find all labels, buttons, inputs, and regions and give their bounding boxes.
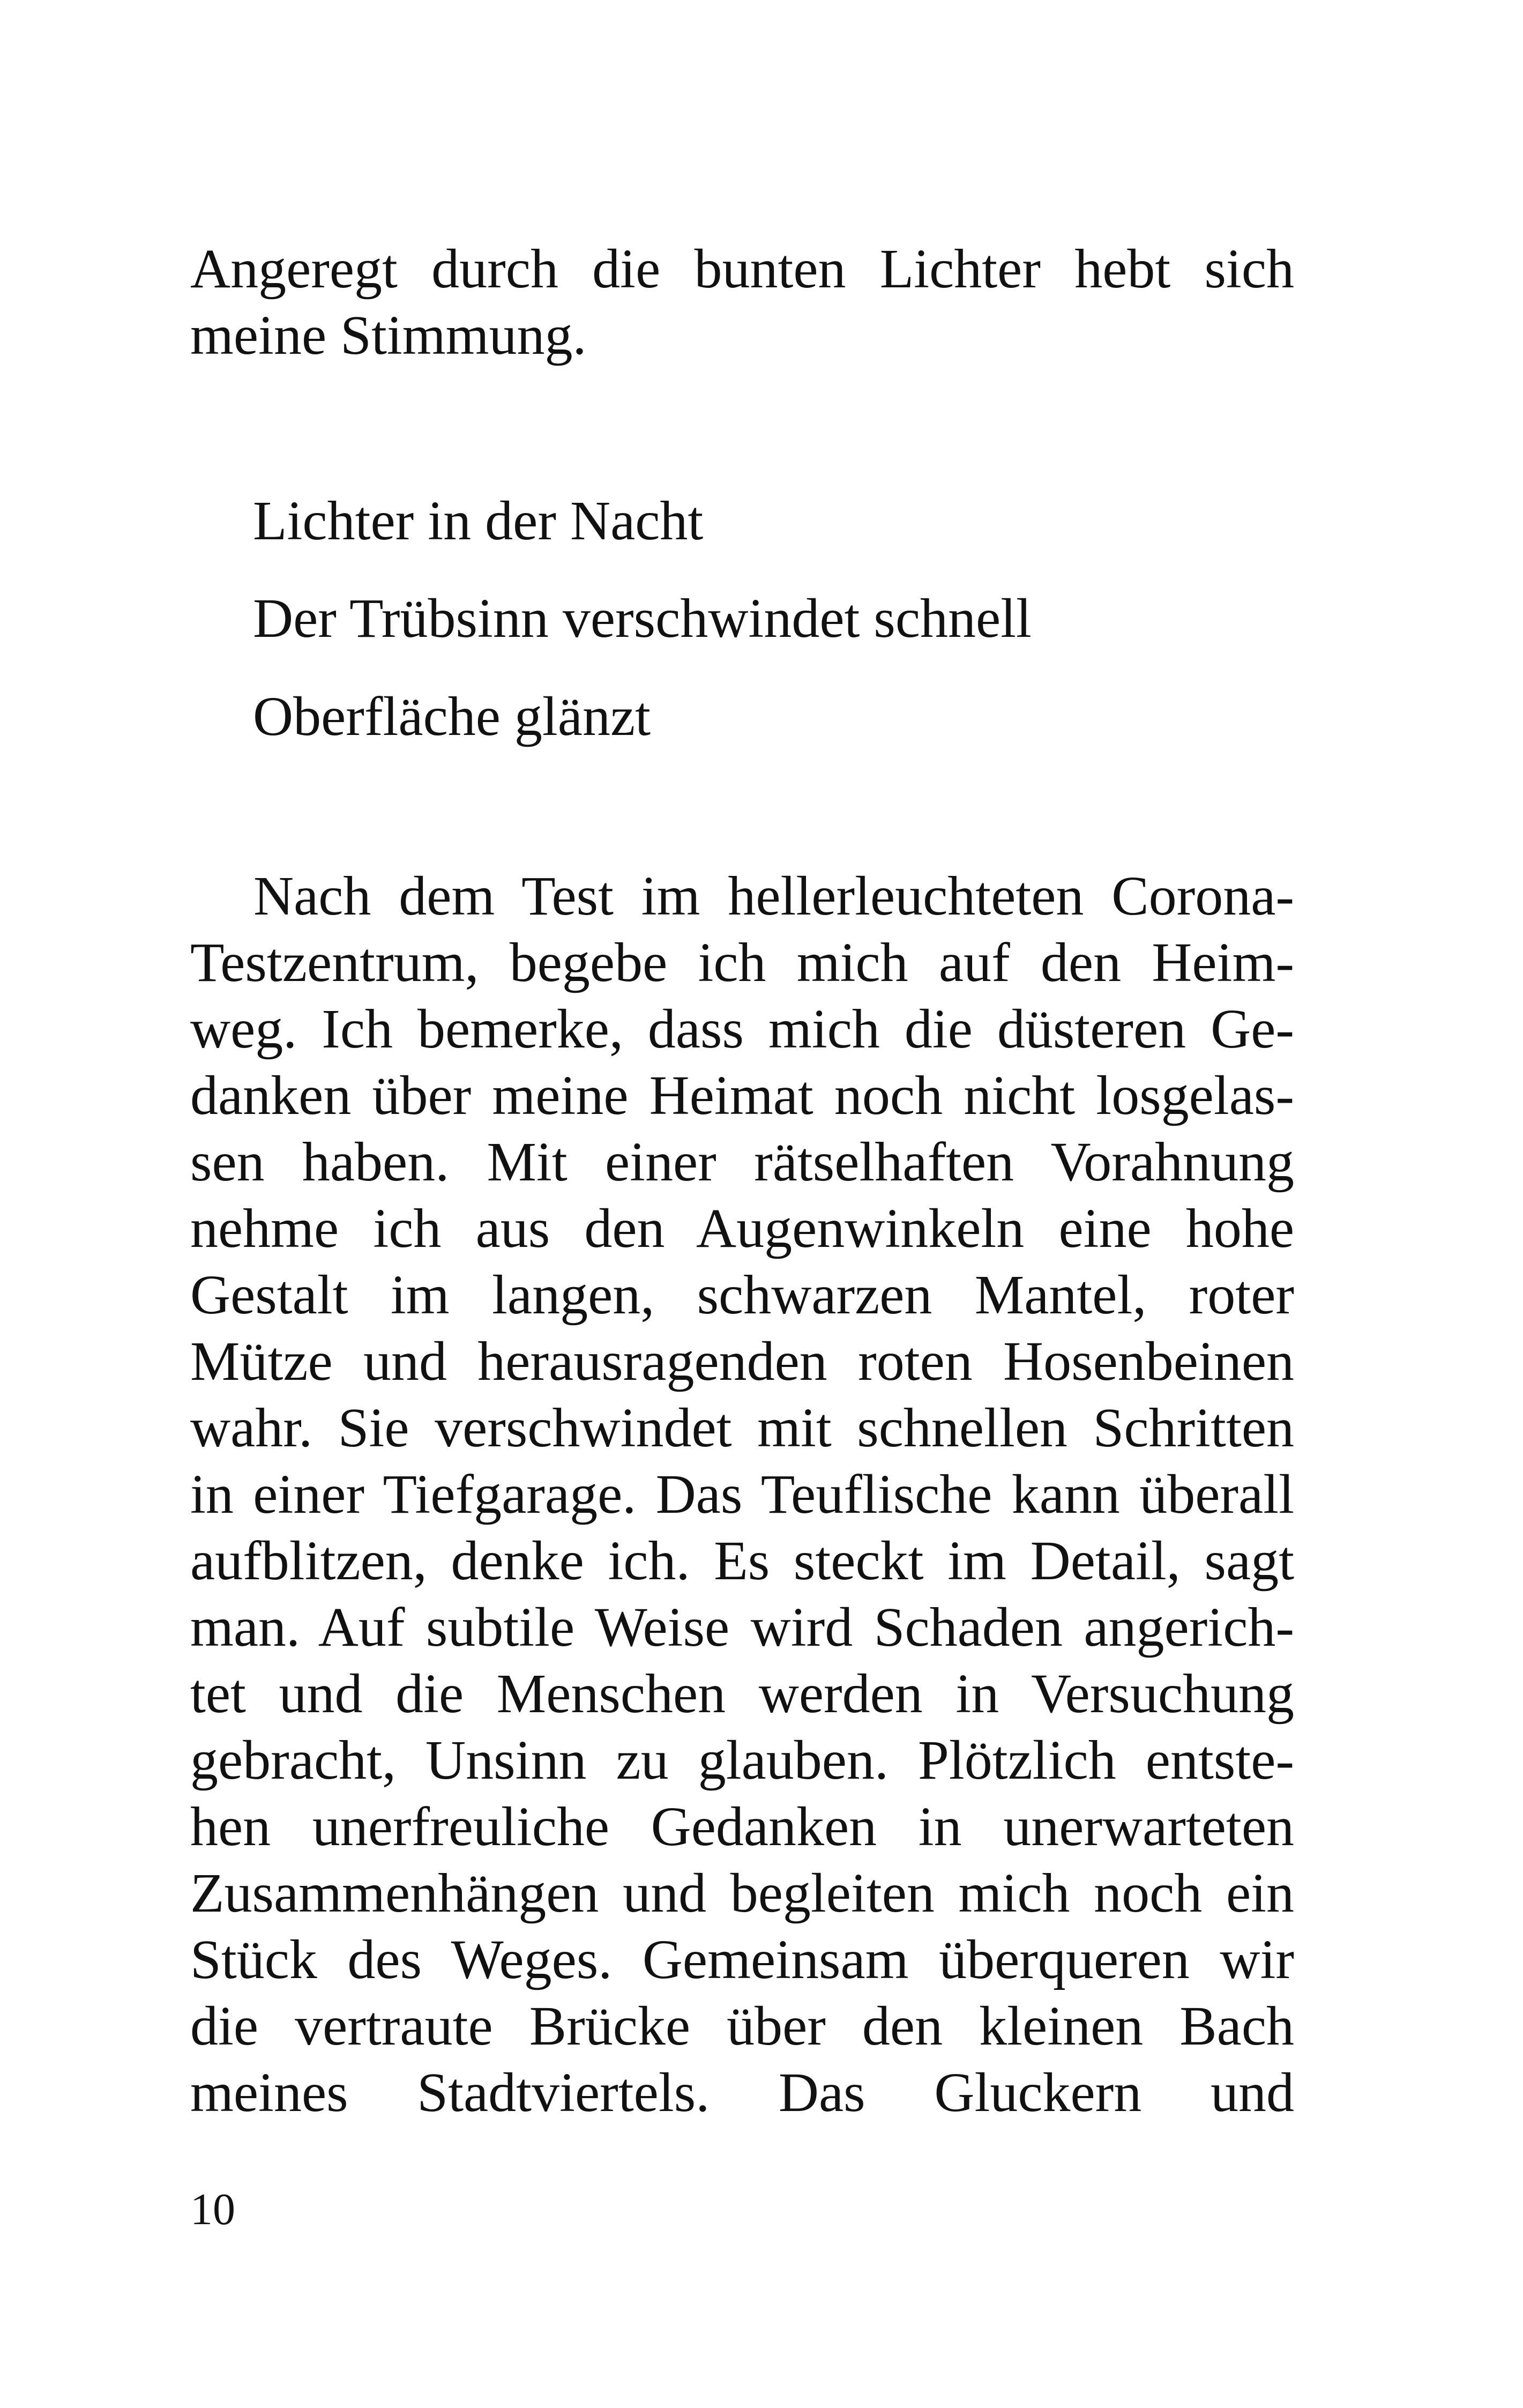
intro-paragraph — [190, 236, 1294, 369]
body-line: hen unerfreuliche Gedanken in unerwarteten — [190, 1796, 1294, 1857]
page-number: 10 — [190, 2184, 235, 2234]
poem-line: Oberfläche glänzt — [253, 686, 651, 747]
body-line: weg. Ich bemerke, dass mich die düsteren Ge- — [190, 998, 1294, 1060]
body-line: wahr. Sie verschwindet mit schnellen Schritten — [190, 1397, 1294, 1459]
body-line: gebracht, Unsinn zu glauben. Plötzlich entste- — [190, 1729, 1294, 1791]
body-line: Stück des Weges. Gemeinsam überqueren wir — [190, 1929, 1294, 1990]
body-line: Mütze und herausragenden roten Hosenbeinen — [190, 1331, 1294, 1392]
body-line: Zusammenhängen und begleiten mich noch ein — [190, 1862, 1294, 1924]
body-line: die vertraute Brücke über den kleinen Bach — [190, 1995, 1294, 2057]
body-line: Gestalt im langen, schwarzen Mantel, roter — [190, 1264, 1294, 1326]
body-line: sen haben. Mit einer rätselhaften Vorahnung — [190, 1131, 1294, 1193]
intro-line: meine Stimmung. — [190, 304, 587, 366]
body-line: Testzentrum, begebe ich mich auf den Heim- — [190, 932, 1294, 993]
intro-line: Angeregt durch die bunten Lichter hebt sich — [190, 238, 1294, 300]
body-line: man. Auf subtile Weise wird Schaden angerich- — [190, 1596, 1294, 1658]
body-line: danken über meine Heimat noch nicht losgelas- — [190, 1065, 1294, 1126]
body-line: tet und die Menschen werden in Versuchung — [190, 1663, 1294, 1725]
body-line: aufblitzen, denke ich. Es steckt im Detail, sagt — [190, 1530, 1294, 1592]
poem-line: Lichter in der Nacht — [253, 490, 704, 552]
body-line: nehme ich aus den Augenwinkeln eine hohe — [190, 1198, 1294, 1259]
body-line: in einer Tiefgarage. Das Teuflische kann überall — [190, 1463, 1294, 1525]
body-line: meines Stadtviertels. Das Gluckern und — [190, 2062, 1294, 2123]
poem-line: Der Trübsinn verschwindet schnell — [253, 588, 1032, 649]
body-paragraph — [190, 863, 1294, 2126]
body-line: Nach dem Test im hellerleuchteten Corona- — [253, 865, 1294, 927]
